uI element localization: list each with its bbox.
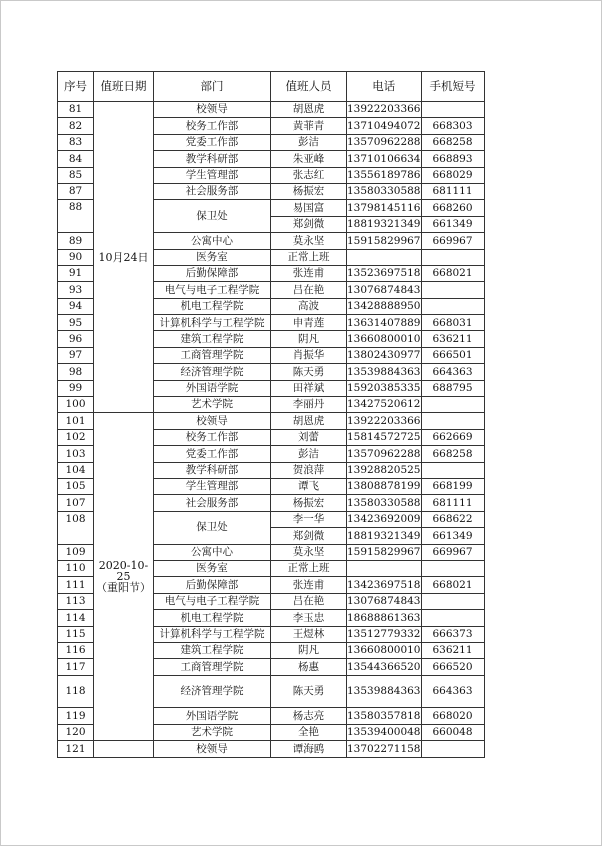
cell-phone: 13512779332: [347, 626, 422, 642]
cell-person: 李玉忠: [271, 610, 347, 626]
cell-sms: 668031: [421, 315, 484, 331]
cell-phone: 15814572725: [347, 429, 422, 445]
cell-person: 吕在艳: [271, 593, 347, 609]
cell-phone: 18688861363: [347, 610, 422, 626]
cell-person: 杨惠: [271, 659, 347, 675]
cell-sms: 668258: [421, 134, 484, 150]
cell-person: 彭洁: [271, 134, 347, 150]
cell-dept: 教学科研部: [154, 151, 271, 167]
cell-phone: 13660800010: [347, 642, 422, 658]
cell-person: 李丽丹: [271, 397, 347, 413]
cell-person: 谭海鸥: [271, 741, 347, 757]
cell-dept: 校务工作部: [154, 118, 271, 134]
cell-seq: 87: [58, 183, 94, 199]
cell-sms: 668260: [421, 200, 484, 216]
cell-sms: [421, 413, 484, 429]
cell-person: 朱亚峰: [271, 151, 347, 167]
cell-person: 陈天勇: [271, 364, 347, 380]
cell-person: 张志红: [271, 167, 347, 183]
cell-phone: 13922203366: [347, 102, 422, 118]
cell-sms: 668893: [421, 151, 484, 167]
cell-person: 黄菲青: [271, 118, 347, 134]
cell-sms: 668303: [421, 118, 484, 134]
cell-person: 高波: [271, 298, 347, 314]
cell-person: 谭飞: [271, 478, 347, 494]
cell-dept: 党委工作部: [154, 134, 271, 150]
cell-date: [94, 413, 154, 741]
cell-seq: 101: [58, 413, 94, 429]
cell-person: 正常上班: [271, 249, 347, 265]
cell-dept: 医务室: [154, 560, 271, 576]
cell-sms: 681111: [421, 495, 484, 511]
cell-dept: 机电工程学院: [154, 610, 271, 626]
cell-dept: 计算机科学与工程学院: [154, 315, 271, 331]
cell-seq: 88: [58, 200, 94, 233]
cell-dept: 保卫处: [154, 200, 271, 233]
header-sms: 手机短号: [421, 72, 484, 102]
header-phone: 电话: [347, 72, 422, 102]
cell-phone: 13523697518: [347, 265, 422, 281]
cell-seq: 114: [58, 610, 94, 626]
cell-phone: 13660800010: [347, 331, 422, 347]
cell-person: 刘蕾: [271, 429, 347, 445]
cell-date: [94, 102, 154, 413]
cell-phone: 13076874843: [347, 593, 422, 609]
cell-phone: 13423692009: [347, 511, 422, 527]
cell-dept: 计算机科学与工程学院: [154, 626, 271, 642]
cell-phone: 13928820525: [347, 462, 422, 478]
cell-seq: 102: [58, 429, 94, 445]
cell-phone: 13710106634: [347, 151, 422, 167]
cell-person: 王煜林: [271, 626, 347, 642]
table-row: [58, 741, 485, 757]
cell-dept: 外国语学院: [154, 380, 271, 396]
cell-seq: 98: [58, 364, 94, 380]
cell-phone: 13570962288: [347, 446, 422, 462]
cell-dept: 学生管理部: [154, 478, 271, 494]
cell-dept: 工商管理学院: [154, 659, 271, 675]
cell-phone: 13539400048: [347, 724, 422, 740]
cell-person: 田祥斌: [271, 380, 347, 396]
cell-phone: 13539884363: [347, 675, 422, 708]
cell-person: 杨振宏: [271, 183, 347, 199]
cell-phone: 13580330588: [347, 495, 422, 511]
cell-person: 郑剑微: [271, 528, 347, 544]
cell-date: [94, 741, 154, 757]
cell-sms: [421, 298, 484, 314]
cell-seq: 121: [58, 741, 94, 757]
cell-dept: 社会服务部: [154, 183, 271, 199]
cell-sms: [421, 462, 484, 478]
cell-phone: 15920385335: [347, 380, 422, 396]
cell-phone: 13710494072: [347, 118, 422, 134]
cell-seq: 90: [58, 249, 94, 265]
cell-person: 彭洁: [271, 446, 347, 462]
cell-sms: 666373: [421, 626, 484, 642]
cell-person: 胡恩虎: [271, 413, 347, 429]
roster-body: [58, 102, 485, 758]
cell-dept: 艺术学院: [154, 724, 271, 740]
cell-phone: 13808878199: [347, 478, 422, 494]
cell-person: 易国富: [271, 200, 347, 216]
cell-seq: 117: [58, 659, 94, 675]
header-row: [58, 72, 485, 102]
header-person: 值班人员: [271, 72, 347, 102]
header-date: 值班日期: [94, 72, 154, 102]
cell-sms: [421, 560, 484, 576]
cell-seq: 85: [58, 167, 94, 183]
cell-dept: 机电工程学院: [154, 298, 271, 314]
cell-phone: 13580330588: [347, 183, 422, 199]
cell-person: 莫永坚: [271, 233, 347, 249]
cell-person: 莫永坚: [271, 544, 347, 560]
cell-dept: 后勤保障部: [154, 577, 271, 593]
cell-sms: 636211: [421, 331, 484, 347]
cell-sms: 666501: [421, 347, 484, 363]
cell-sms: [421, 249, 484, 265]
header-dept: 部门: [154, 72, 271, 102]
cell-phone: 13427520612: [347, 397, 422, 413]
cell-person: 阴凡: [271, 331, 347, 347]
cell-sms: 660048: [421, 724, 484, 740]
date-line-1: 2020-10-25: [98, 559, 149, 584]
cell-sms: 664363: [421, 675, 484, 708]
cell-seq: 100: [58, 397, 94, 413]
cell-phone: 13076874843: [347, 282, 422, 298]
cell-phone: 13580357818: [347, 708, 422, 724]
cell-seq: 83: [58, 134, 94, 150]
cell-dept: 党委工作部: [154, 446, 271, 462]
cell-person: 杨志亮: [271, 708, 347, 724]
cell-seq: 119: [58, 708, 94, 724]
cell-seq: 93: [58, 282, 94, 298]
cell-sms: 662669: [421, 429, 484, 445]
cell-sms: [421, 397, 484, 413]
cell-person: 李一华: [271, 511, 347, 527]
cell-sms: 661349: [421, 528, 484, 544]
cell-person: 张连甫: [271, 265, 347, 281]
cell-sms: 668020: [421, 708, 484, 724]
cell-person: 郑剑微: [271, 216, 347, 232]
cell-phone: [347, 249, 422, 265]
cell-sms: 664363: [421, 364, 484, 380]
cell-person: 张连甫: [271, 577, 347, 593]
cell-phone: 18819321349: [347, 528, 422, 544]
table-row: [58, 102, 485, 118]
cell-dept: 经济管理学院: [154, 364, 271, 380]
cell-phone: 13428888950: [347, 298, 422, 314]
cell-seq: 95: [58, 315, 94, 331]
cell-seq: 105: [58, 478, 94, 494]
cell-phone: 13631407889: [347, 315, 422, 331]
date-line-2: （重阳节）: [96, 581, 151, 595]
cell-dept: 社会服务部: [154, 495, 271, 511]
cell-seq: 111: [58, 577, 94, 593]
cell-sms: 668258: [421, 446, 484, 462]
cell-dept: 公寓中心: [154, 233, 271, 249]
cell-dept: 建筑工程学院: [154, 331, 271, 347]
cell-dept: 公寓中心: [154, 544, 271, 560]
cell-person: 陈天勇: [271, 675, 347, 708]
cell-seq: 103: [58, 446, 94, 462]
cell-dept: 工商管理学院: [154, 347, 271, 363]
cell-seq: 96: [58, 331, 94, 347]
cell-person: 肖振华: [271, 347, 347, 363]
cell-phone: [347, 560, 422, 576]
cell-seq: 99: [58, 380, 94, 396]
cell-sms: 688795: [421, 380, 484, 396]
cell-sms: 668622: [421, 511, 484, 527]
cell-person: 全艳: [271, 724, 347, 740]
date-line-1: 10月24日: [98, 250, 149, 264]
header-seq: 序号: [58, 72, 94, 102]
cell-seq: 94: [58, 298, 94, 314]
cell-phone: 13539884363: [347, 364, 422, 380]
cell-phone: 15915829967: [347, 233, 422, 249]
cell-seq: 104: [58, 462, 94, 478]
cell-sms: 668021: [421, 577, 484, 593]
cell-seq: 113: [58, 593, 94, 609]
cell-dept: 电气与电子工程学院: [154, 282, 271, 298]
cell-sms: 669967: [421, 544, 484, 560]
cell-phone: 13922203366: [347, 413, 422, 429]
cell-person: 申青莲: [271, 315, 347, 331]
cell-phone: 13798145116: [347, 200, 422, 216]
cell-seq: 108: [58, 511, 94, 544]
cell-seq: 118: [58, 675, 94, 708]
cell-person: 胡恩虎: [271, 102, 347, 118]
cell-phone: 15915829967: [347, 544, 422, 560]
cell-seq: 82: [58, 118, 94, 134]
cell-dept: 外国语学院: [154, 708, 271, 724]
cell-sms: 681111: [421, 183, 484, 199]
cell-person: 吕在艳: [271, 282, 347, 298]
cell-dept: 后勤保障部: [154, 265, 271, 281]
cell-seq: 84: [58, 151, 94, 167]
table-row: [58, 413, 485, 429]
cell-sms: 669967: [421, 233, 484, 249]
cell-seq: 81: [58, 102, 94, 118]
cell-dept: 校领导: [154, 741, 271, 757]
cell-sms: 668029: [421, 167, 484, 183]
cell-sms: 661349: [421, 216, 484, 232]
cell-seq: 89: [58, 233, 94, 249]
cell-person: 贺浪萍: [271, 462, 347, 478]
cell-phone: 13702271158: [347, 741, 422, 757]
cell-seq: 109: [58, 544, 94, 560]
cell-sms: [421, 102, 484, 118]
cell-phone: 13802430977: [347, 347, 422, 363]
cell-seq: 120: [58, 724, 94, 740]
cell-dept: 校领导: [154, 102, 271, 118]
cell-sms: [421, 610, 484, 626]
cell-seq: 115: [58, 626, 94, 642]
cell-dept: 建筑工程学院: [154, 642, 271, 658]
cell-person: 正常上班: [271, 560, 347, 576]
cell-phone: 13570962288: [347, 134, 422, 150]
cell-phone: 13423697518: [347, 577, 422, 593]
cell-sms: [421, 593, 484, 609]
cell-dept: 教学科研部: [154, 462, 271, 478]
cell-dept: 电气与电子工程学院: [154, 593, 271, 609]
cell-phone: 13556189786: [347, 167, 422, 183]
cell-dept: 学生管理部: [154, 167, 271, 183]
duty-roster-table: [57, 71, 485, 758]
cell-seq: 97: [58, 347, 94, 363]
cell-dept: 经济管理学院: [154, 675, 271, 708]
cell-seq: 110: [58, 560, 94, 576]
cell-dept: 艺术学院: [154, 397, 271, 413]
cell-sms: 636211: [421, 642, 484, 658]
cell-dept: 校领导: [154, 413, 271, 429]
cell-sms: [421, 282, 484, 298]
cell-dept: 医务室: [154, 249, 271, 265]
cell-seq: 116: [58, 642, 94, 658]
cell-seq: 107: [58, 495, 94, 511]
cell-dept: 校务工作部: [154, 429, 271, 445]
cell-phone: 13544366520: [347, 659, 422, 675]
cell-sms: 668021: [421, 265, 484, 281]
cell-sms: [421, 741, 484, 757]
cell-seq: 91: [58, 265, 94, 281]
cell-sms: 668199: [421, 478, 484, 494]
cell-phone: 18819321349: [347, 216, 422, 232]
cell-person: 杨振宏: [271, 495, 347, 511]
cell-person: 阴凡: [271, 642, 347, 658]
cell-sms: 666520: [421, 659, 484, 675]
cell-dept: 保卫处: [154, 511, 271, 544]
